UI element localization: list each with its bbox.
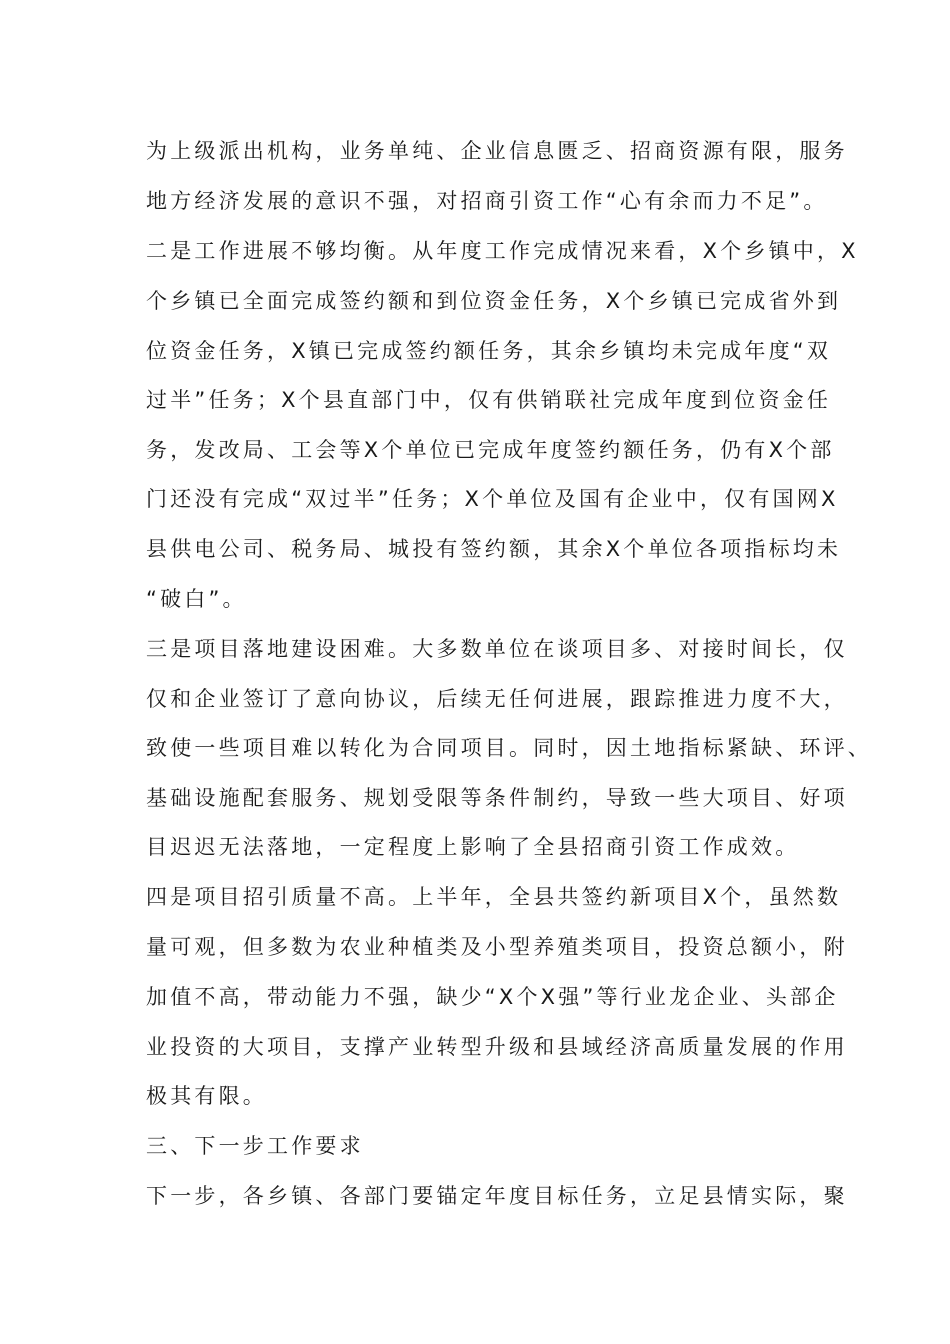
text-line: 三是项目落地建设困难。大多数单位在谈项目多、对接时间长，仅 bbox=[146, 637, 848, 661]
text-line: 二是工作进展不够均衡。从年度工作完成情况来看，X个乡镇中，X bbox=[146, 239, 859, 263]
text-line: 地方经济发展的意识不强，对招商引资工作“心有余而力不足”。 bbox=[146, 189, 828, 213]
text-line: 业投资的大项目，支撑产业转型升级和县域经济高质量发展的作用 bbox=[146, 1035, 848, 1059]
text-line: 门还没有完成“双过半”任务；X个单位及国有企业中，仅有国网X bbox=[146, 487, 839, 511]
section-heading: 三、下一步工作要求 bbox=[146, 1134, 364, 1158]
text-line: 务，发改局、工会等X个单位已完成年度签约额任务，仍有X个部 bbox=[146, 438, 835, 462]
text-line: 位资金任务，X镇已完成签约额任务，其余乡镇均未完成年度“双 bbox=[146, 339, 832, 363]
text-line: 个乡镇已全面完成签约额和到位资金任务，X个乡镇已完成省外到 bbox=[146, 289, 842, 313]
text-line: 仅和企业签订了意向协议，后续无任何进展，跟踪推进力度不大， bbox=[146, 687, 848, 711]
text-line: 致使一些项目难以转化为合同项目。同时，因土地指标紧缺、环评、 bbox=[146, 736, 872, 760]
text-line: “破白”。 bbox=[146, 587, 247, 611]
text-line: 极其有限。 bbox=[146, 1084, 267, 1108]
text-line: 量可观，但多数为农业种植类及小型养殖类项目，投资总额小，附 bbox=[146, 935, 848, 959]
text-line: 目迟迟无法落地，一定程度上影响了全县招商引资工作成效。 bbox=[146, 835, 800, 859]
text-line: 下一步，各乡镇、各部门要锚定年度目标任务，立足县情实际，聚 bbox=[146, 1184, 848, 1208]
text-line: 加值不高，带动能力不强，缺少“X个X强”等行业龙企业、头部企 bbox=[146, 985, 839, 1009]
text-line: 过半”任务；X个县直部门中，仅有供销联社完成年度到位资金任 bbox=[146, 388, 832, 412]
text-line: 基础设施配套服务、规划受限等条件制约，导致一些大项目、好项 bbox=[146, 786, 848, 810]
text-line: 四是项目招引质量不高。上半年，全县共签约新项目X个，虽然数 bbox=[146, 885, 842, 909]
text-line: 为上级派出机构，业务单纯、企业信息匮乏、招商资源有限，服务 bbox=[146, 139, 848, 163]
text-line: 县供电公司、税务局、城投有签约额，其余X个单位各项指标均未 bbox=[146, 537, 842, 561]
